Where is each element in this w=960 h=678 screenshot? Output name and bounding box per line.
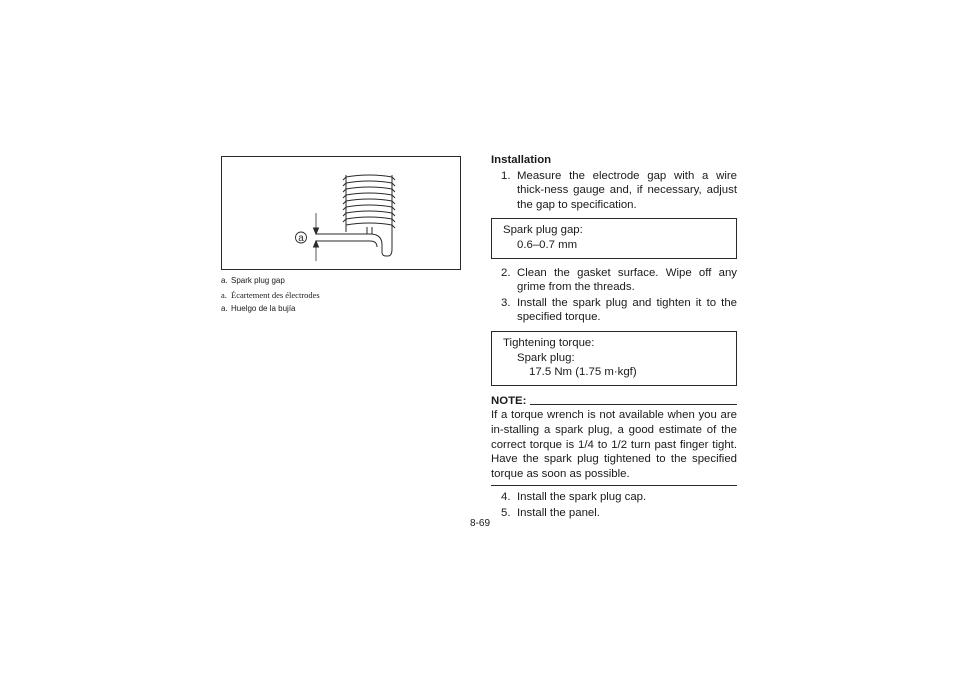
spark-plug-gap-diagram — [222, 157, 460, 269]
spec-value: 0.6–0.7 mm — [517, 238, 578, 251]
step-number: 1. — [501, 169, 511, 182]
caption-english — [221, 276, 461, 286]
step-text: Install the spark plug cap. — [517, 491, 647, 504]
step-text: Clean the gasket surface. Wipe off any grime from the threads. — [517, 266, 737, 294]
spark-plug-figure — [221, 156, 461, 270]
caption-spanish — [221, 304, 461, 314]
note-text: If a torque wrench is not available when you are in-stalling a spark plug, a good estimate of the correct torque is 1/4 to 1/2 turn past finger tight. Have the spark plug tightened to the specified torque as soon as possible. — [491, 408, 737, 486]
note-header — [491, 394, 737, 409]
caption-text: Spark plug gap — [231, 276, 285, 285]
step-number: 3. — [501, 296, 511, 309]
spec-value: 17.5 Nm (1.75 m·kgf) — [529, 366, 637, 379]
step-4 — [501, 490, 737, 505]
spec-label: Spark plug gap: — [503, 224, 583, 237]
step-text: Measure the electrode gap with a wire thick-ness gauge and, if necessary, adjust the gap to specification. — [517, 169, 737, 211]
figure-captions — [221, 276, 461, 318]
caption-text: Huelgo de la bujía — [231, 304, 296, 313]
caption-key: a. — [221, 290, 227, 300]
spec-label: Tightening torque: — [503, 336, 595, 349]
step-number: 5. — [501, 506, 511, 519]
note-rule — [530, 404, 737, 405]
spec-item: Spark plug: — [517, 351, 575, 364]
note-label: NOTE: — [491, 394, 527, 407]
step-number: 4. — [501, 491, 511, 504]
section-heading: Installation — [491, 154, 552, 166]
caption-french — [221, 290, 461, 300]
caption-text: Écartement des électrodes — [231, 290, 320, 300]
caption-key: a. — [221, 276, 228, 285]
step-1 — [501, 169, 737, 213]
installation-section — [491, 153, 737, 521]
caption-key: a. — [221, 304, 228, 313]
page-number: 8-69 — [469, 518, 490, 529]
callout-letter: a — [298, 233, 304, 244]
spark-plug-gap-spec — [491, 218, 737, 258]
step-number: 2. — [501, 266, 511, 279]
step-text: Install the panel. — [517, 506, 600, 519]
step-2 — [501, 266, 737, 295]
step-3 — [501, 296, 737, 325]
step-text: Install the spark plug and tighten it to the specified torque. — [517, 296, 737, 324]
tightening-torque-spec — [491, 331, 737, 386]
